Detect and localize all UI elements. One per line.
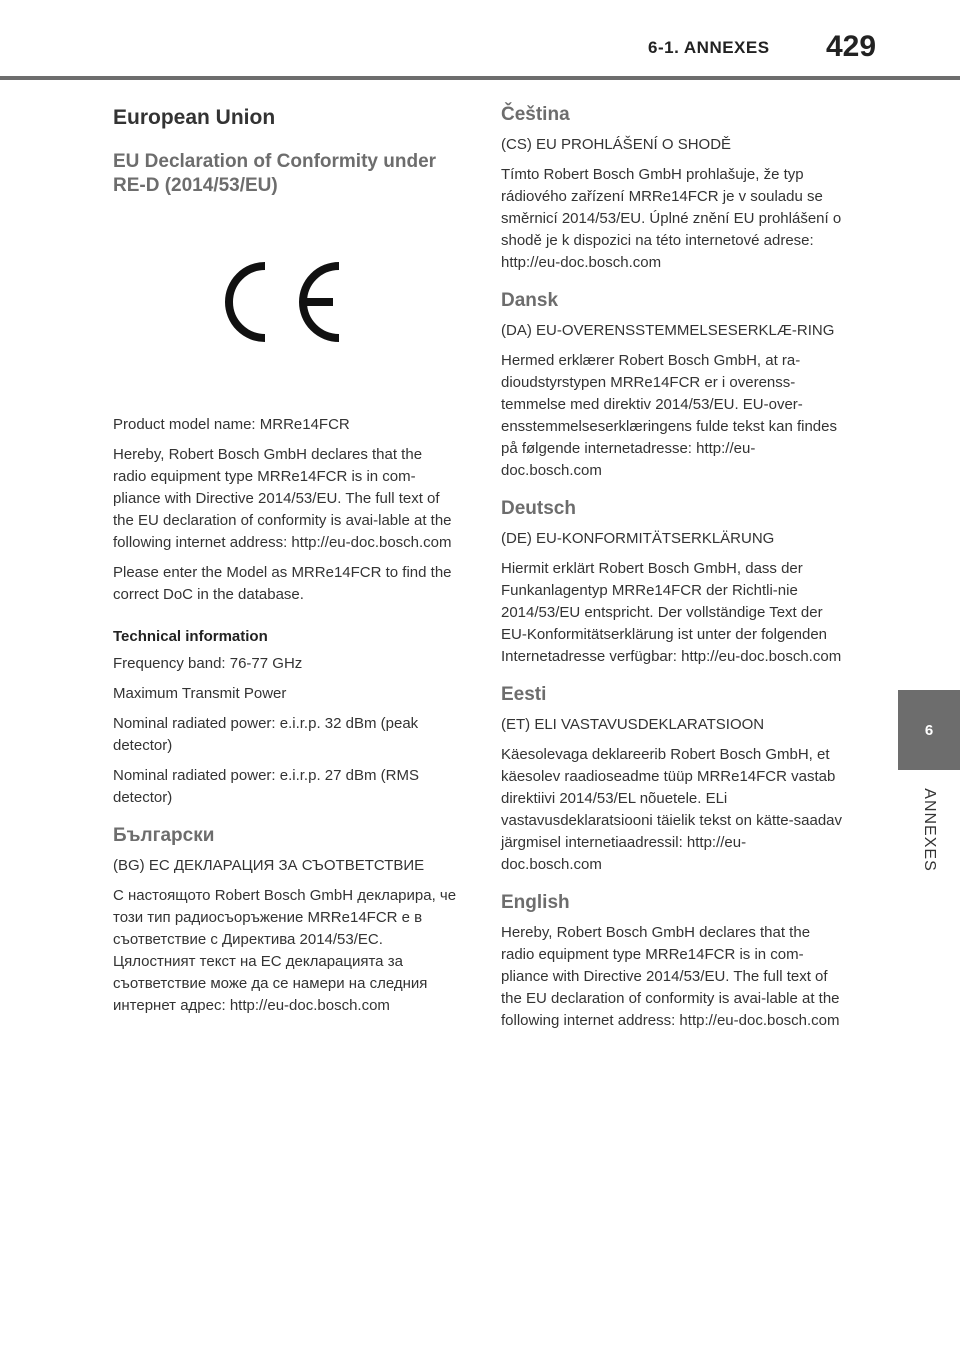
lang-heading-en: English xyxy=(501,892,570,913)
chapter-label-text: ANNEXES xyxy=(921,788,938,872)
lang-text-bg: С настоящото Robert Bosch GmbH декларира, че този тип радиосъоръжение MRRe14FCR е в съответствие с Директива 2014/53/ЕС. Цялостният текст на ЕС декларацията за съответствие може да се намери на следния интернет адрес: http://eu-doc.bosch.com xyxy=(113,887,457,1014)
lang-text-et: Käesolevaga deklareerib Robert Bosch GmbH, et käesolev raadioseadme tüüp MRRe14FCR vastab direktiivi 2014/53/EL nõuetele. ELi vastavusdeklaratsiooni täielik tekst on kätte-saadav järgmisel internetiaadressil: http://eu-doc.bosch.com xyxy=(501,746,843,873)
left-column xyxy=(113,96,458,1025)
subsection-heading xyxy=(113,150,458,198)
lang-heading-bg: Български xyxy=(113,825,215,846)
lang-title-et: (ET) ELI VASTAVUSDEKLARATSIOON xyxy=(501,716,765,733)
lang-heading-cs: Čeština xyxy=(501,104,570,125)
right-column xyxy=(501,96,846,1040)
chapter-tab xyxy=(898,690,960,770)
lang-heading-de: Deutsch xyxy=(501,498,576,519)
declaration-en: Hereby, Robert Bosch GmbH declares that the radio equipment type MRRe14FCR is in com-pliance with Directive 2014/53/EU. The full text of the EU declaration of conformity is avai-lable at the following internet address: http://eu-doc.bosch.com xyxy=(113,446,452,551)
tech-info-heading: Technical information xyxy=(113,628,268,645)
lang-title-da: (DA) EU-OVERENSSTEMMELSESERKLÆ-RING xyxy=(501,322,835,339)
header-rule xyxy=(0,76,960,80)
page-header xyxy=(0,0,960,80)
radiated-power-peak: Nominal radiated power: e.i.r.p. 32 dBm (peak detector) xyxy=(113,715,419,754)
chapter-number: 6 xyxy=(924,721,934,739)
lang-title-bg: (BG) ЕС ДЕКЛАРАЦИЯ ЗА СЪОТВЕТСТВИЕ xyxy=(113,857,425,874)
frequency-band: Frequency band: 76-77 GHz xyxy=(113,655,303,672)
lang-text-en: Hereby, Robert Bosch GmbH declares that the radio equipment type MRRe14FCR is in com-pliance with Directive 2014/53/EU. The full text of the EU declaration of conformity is avai-lable at the following internet address: http://eu-doc.bosch.com xyxy=(501,924,840,1029)
max-transmit-power: Maximum Transmit Power xyxy=(113,685,287,702)
model-instruction: Please enter the Model as MRRe14FCR to find the correct DoC in the database. xyxy=(113,564,452,603)
radiated-power-rms: Nominal radiated power: e.i.r.p. 27 dBm (RMS detector) xyxy=(113,767,419,806)
ce-mark-icon xyxy=(225,258,343,346)
subsection-heading-line1: EU Declaration of Conformity under xyxy=(113,151,437,172)
lang-text-da: Hermed erklærer Robert Bosch GmbH, at ra-dioudstyrstypen MRRe14FCR er i overenss-temmelse med direktiv 2014/53/EU. EU-over-ensstemmelseserklæringens fulde tekst kan findes på følgende internetadresse: http://eu-doc.bosch.com xyxy=(501,352,837,479)
section-title: 6-1. ANNEXES xyxy=(648,38,770,57)
lang-heading-et: Eesti xyxy=(501,684,547,705)
chapter-label xyxy=(898,770,960,890)
lang-title-cs: (CS) EU PROHLÁŠENÍ O SHODĚ xyxy=(501,136,732,153)
lang-heading-da: Dansk xyxy=(501,290,559,311)
lang-title-de: (DE) EU-KONFORMITÄTSERKLÄRUNG xyxy=(501,530,775,547)
lang-text-de: Hiermit erklärt Robert Bosch GmbH, dass der Funkanlagentyp MRRe14FCR der Richtli-nie 2014/53/EU entspricht. Der vollständige Text der EU-Konformitätserklärung ist unter der folgenden Internetadresse verfügbar: http://eu-doc.bosch.com xyxy=(501,560,842,665)
lang-text-cs: Tímto Robert Bosch GmbH prohlašuje, že typ rádiového zařízení MRRe14FCR je v souladu se směrnicí 2014/53/EU. Úplné znění EU prohlášení o shodě je k dispozici na této internetové adrese: http://eu-doc.bosch.com xyxy=(501,166,842,271)
page-number: 429 xyxy=(826,30,877,63)
product-model: Product model name: MRRe14FCR xyxy=(113,416,350,433)
section-heading: European Union xyxy=(113,106,276,129)
subsection-heading-line2: RE-D (2014/53/EU) xyxy=(113,175,278,196)
